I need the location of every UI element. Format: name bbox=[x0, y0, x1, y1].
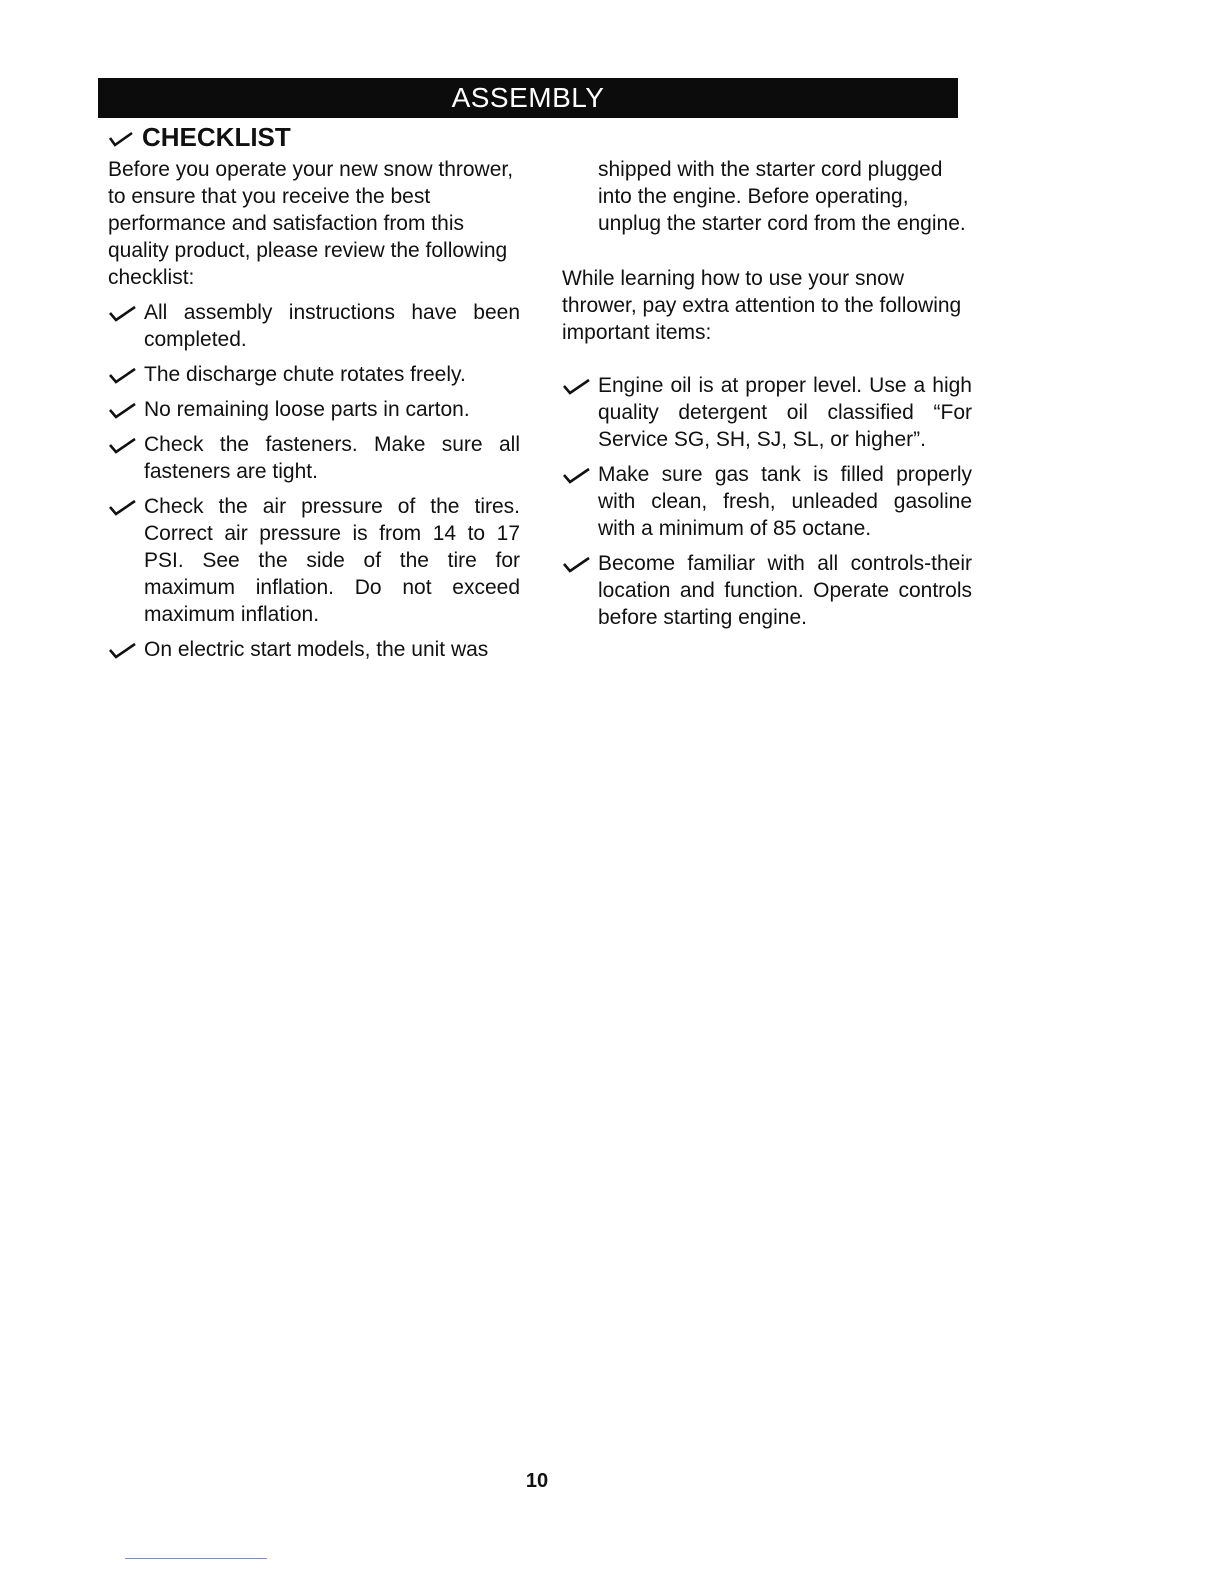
checklist-continuation: shipped with the starter cord plugged into the engine. Before operating, unplug the starter cord from the engine. bbox=[598, 158, 966, 235]
checkmark-icon bbox=[108, 304, 138, 322]
checkmark-icon bbox=[108, 498, 138, 516]
section-banner bbox=[98, 78, 958, 118]
list-item bbox=[562, 372, 972, 453]
checkmark-icon bbox=[108, 641, 138, 659]
list-item bbox=[108, 431, 520, 485]
checklist-intro: Before you operate your new snow thrower, to ensure that you receive the best performance and satisfaction from this quality product, please review the following checklist: bbox=[108, 158, 514, 289]
left-column bbox=[108, 156, 520, 663]
list-item bbox=[108, 636, 520, 663]
list-item-text: No remaining loose parts in carton. bbox=[144, 398, 470, 421]
banner-title: ASSEMBLY bbox=[451, 82, 605, 113]
checklist-title: CHECKLIST bbox=[142, 122, 291, 152]
checkmark-icon bbox=[562, 555, 592, 573]
checkmark-icon bbox=[562, 377, 592, 395]
checkmark-icon bbox=[108, 401, 138, 419]
list-item-text: Become familiar with all controls-their location and function. Operate controls before starting engine. bbox=[598, 552, 972, 629]
learning-list bbox=[562, 372, 972, 631]
right-column bbox=[562, 156, 972, 631]
checkmark-icon bbox=[108, 436, 138, 454]
checkmark-icon bbox=[108, 129, 134, 147]
list-item-text: Make sure gas tank is filled properly with clean, fresh, unleaded gasoline with a minimum of 85 octane. bbox=[598, 463, 972, 540]
learning-intro: While learning how to use your snow thrower, pay extra attention to the following important items: bbox=[562, 267, 962, 344]
list-item-text: All assembly instructions have been completed. bbox=[144, 301, 520, 351]
list-item-text: Check the air pressure of the tires. Correct air pressure is from 14 to 17 PSI. See the side of the tire for maximum inflation. Do not exceed maximum inflation. bbox=[144, 495, 520, 626]
list-item bbox=[562, 550, 972, 631]
list-item bbox=[108, 396, 520, 423]
checkmark-icon bbox=[108, 366, 138, 384]
list-item bbox=[108, 361, 520, 388]
list-item bbox=[108, 493, 520, 628]
list-item-text: Check the fasteners. Make sure all fasteners are tight. bbox=[144, 433, 520, 483]
list-item-text: Engine oil is at proper level. Use a high quality detergent oil classified “For Service SG, SH, SJ, SL, or higher”. bbox=[598, 374, 972, 451]
list-item-text: The discharge chute rotates freely. bbox=[144, 363, 466, 386]
list-item bbox=[562, 461, 972, 542]
list-item-text: On electric start models, the unit was bbox=[144, 638, 489, 661]
checkmark-icon bbox=[562, 466, 592, 484]
checklist-list bbox=[108, 299, 520, 663]
scan-artifact-line bbox=[125, 1558, 267, 1559]
checklist-heading bbox=[108, 122, 291, 153]
page-number: 10 bbox=[525, 1470, 549, 1492]
list-item bbox=[108, 299, 520, 353]
